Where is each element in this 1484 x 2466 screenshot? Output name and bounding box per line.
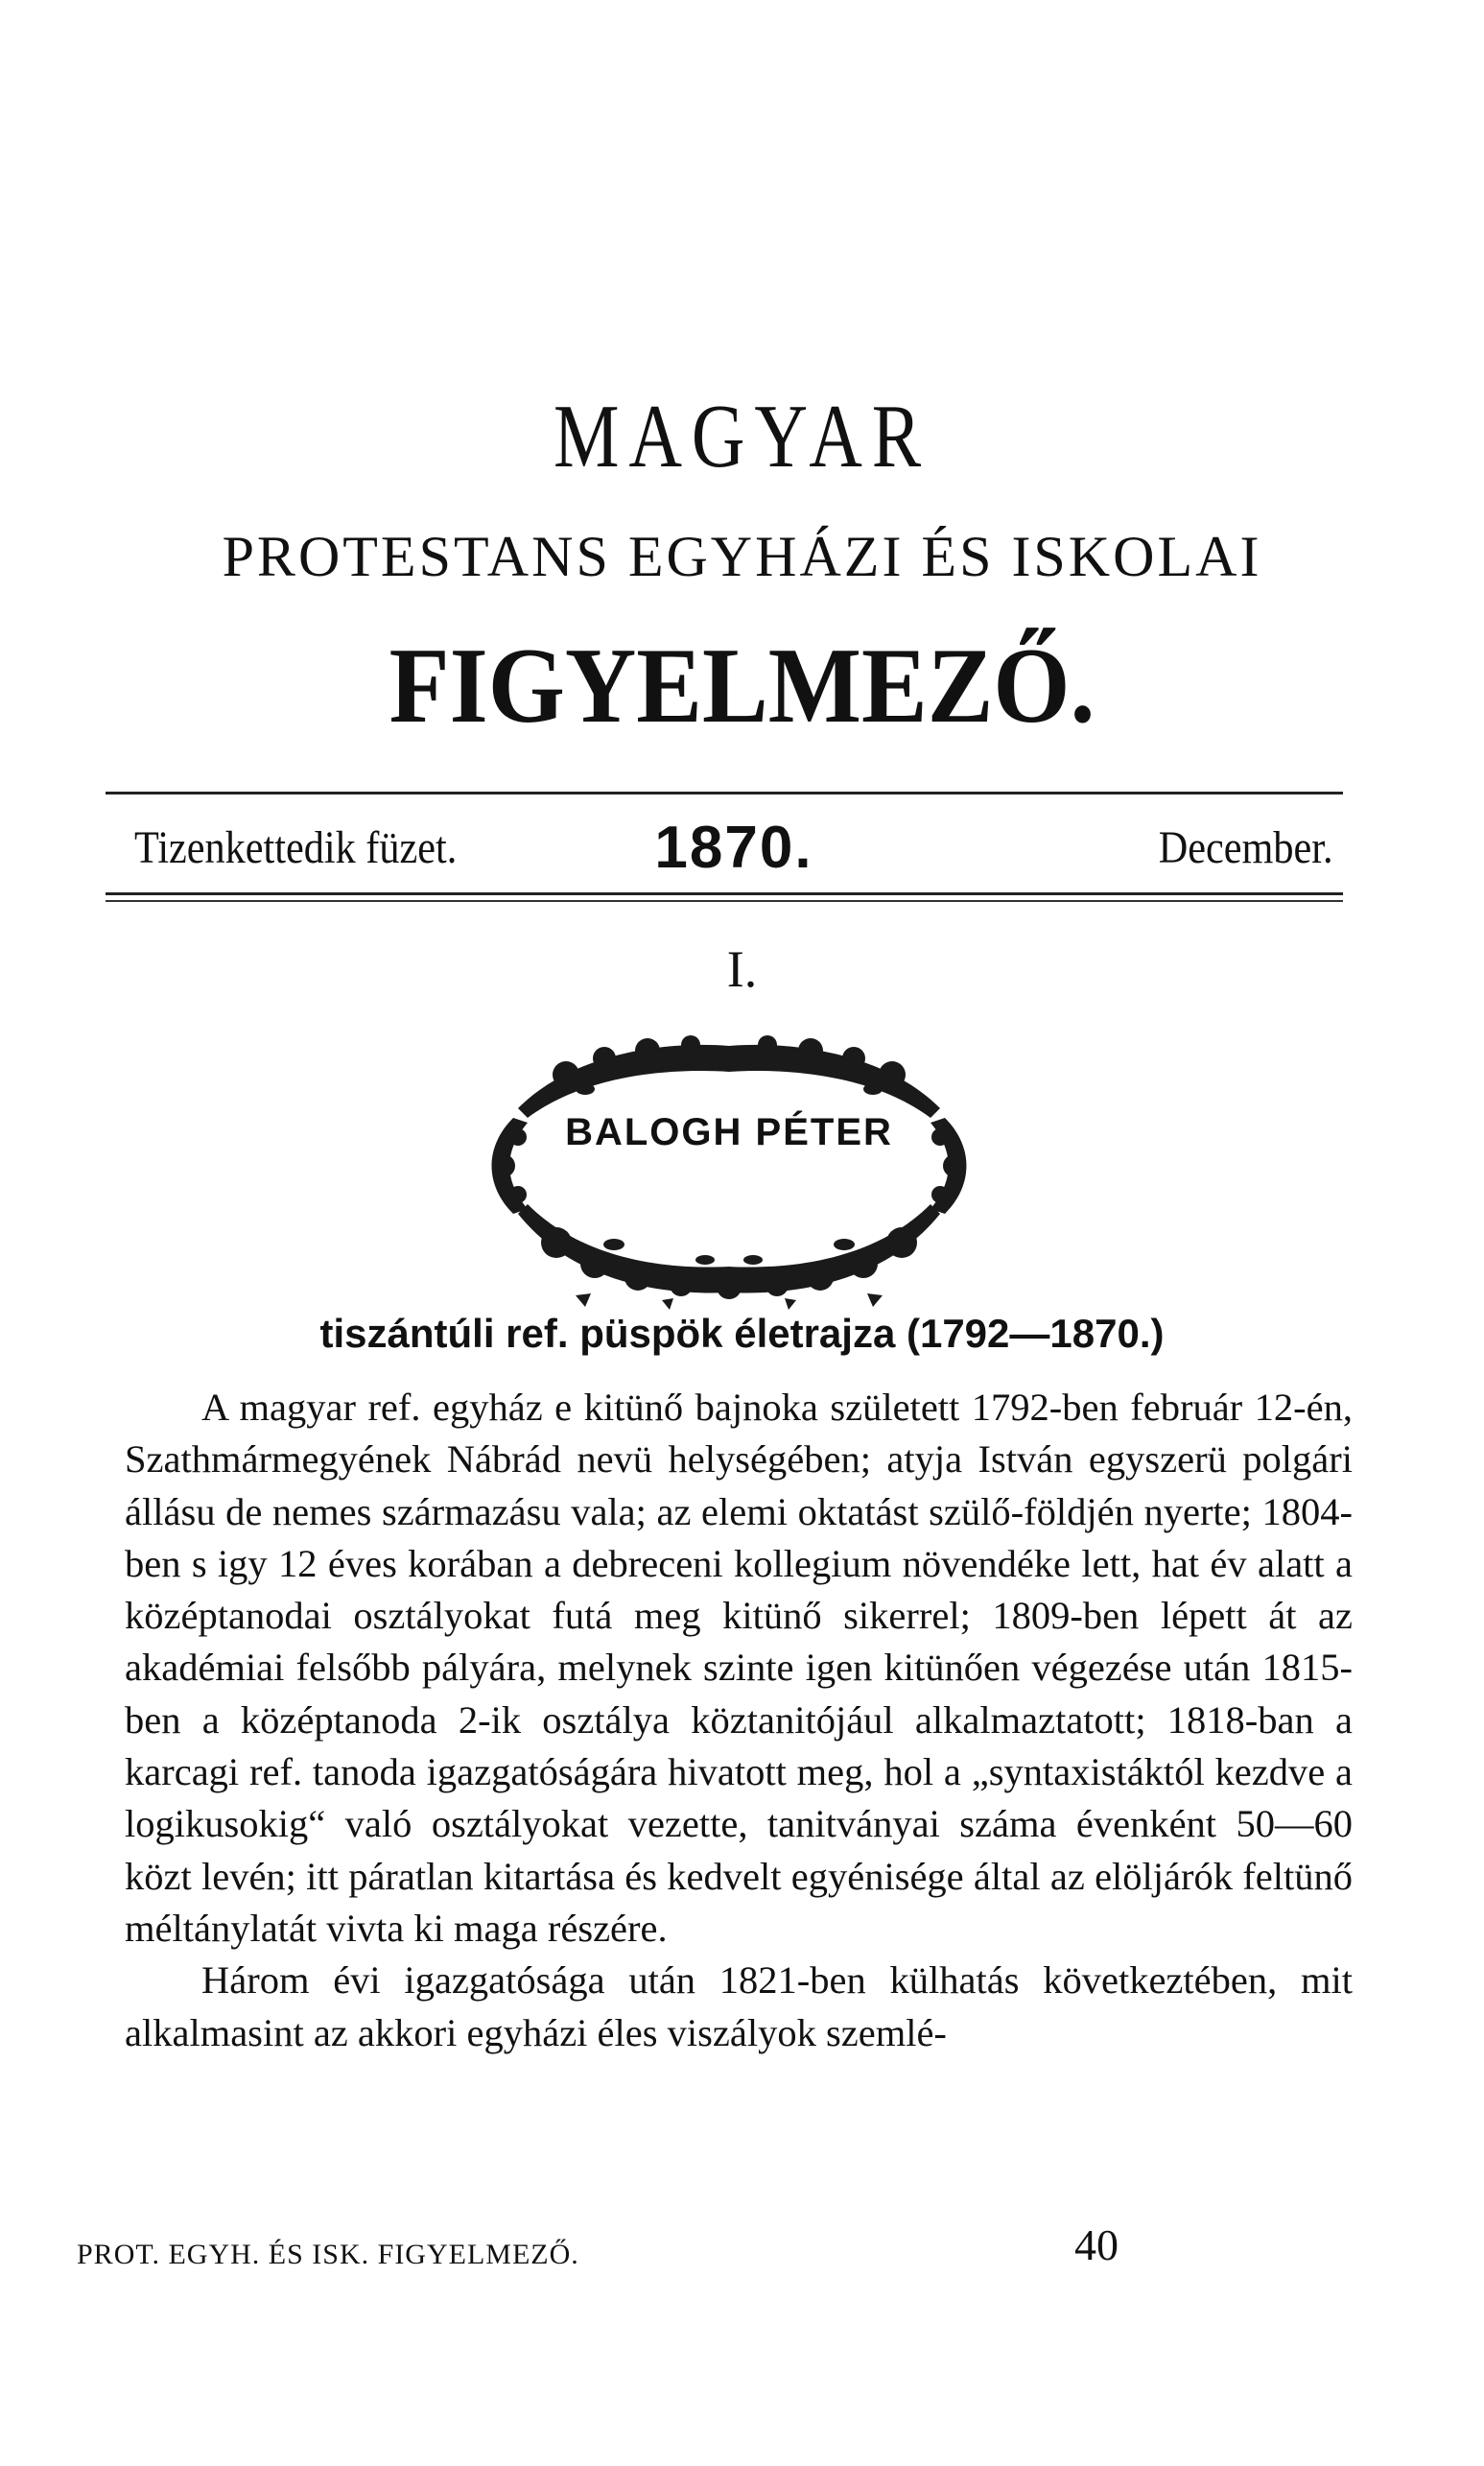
floral-wreath-ornament [460,1022,998,1310]
issue-label: Tizenkettedik füzet. [134,822,458,873]
article-subtitle: tiszántúli ref. püspök életrajza (1792—1870.) [319,1311,1165,1356]
issue-row [134,814,1333,883]
section-number: I. [726,940,758,998]
issue-month: December. [1159,822,1333,873]
paragraph: A magyar ref. egyház e kitünő bajnoka született 1792-ben február 12-én, Szathmármegyének Nábrád nevü helységében; atyja István egyszerü polgári állásu de nemes származásu vala; az elemi oktatást szülő-földjén nyerte; 1804-ben s igy 12 éves korában a debreceni kollegium növendéke lett, hat év alatt a középtanodai osztályokat futá meg kitünő sikerrel; 1809-ben lépett át az akadémiai felsőbb pályára, melynek szinte igen kitünően végezése után 1815-ben a középtanoda 2-ik osztálya köztanitójául alkalmaztatott; 1818-ban a karcagi ref. tanoda igazgatóságára hivatott meg, hol a „syntaxistáktól kezdve a logikusokig“ való osztályokat vezette, tanitványai száma évenként 50—60 közt levén; itt páratlan kitartása és kedvelt egyénisége által az elöljárók feltünő méltánylatát vivta ki maga részére. [125,1386,1353,1950]
bottom-rule [106,892,1343,895]
masthead-title-line3: FIGYELMEZŐ. [389,627,1095,746]
bottom-rule-double [106,900,1343,902]
running-footer-title: PROT. EGYH. ÉS ISK. FIGYELMEZŐ. [77,2239,579,2270]
issue-year: 1870. [654,815,813,881]
top-rule [106,792,1343,794]
masthead-title-line1: MAGYAR [553,387,931,486]
page-number: 40 [1074,2220,1119,2269]
article-body [125,1382,1353,2059]
paragraph: Három évi igazgatósága után 1821-ben külhatás következtében, mit alkalmasint az akkori egyházi éles viszályok szemlé- [125,1958,1353,2054]
ornament-name-label: BALOGH PÉTER [565,1111,893,1153]
masthead-title-line2: PROTESTANS EGYHÁZI ÉS ISKOLAI [222,525,1262,588]
